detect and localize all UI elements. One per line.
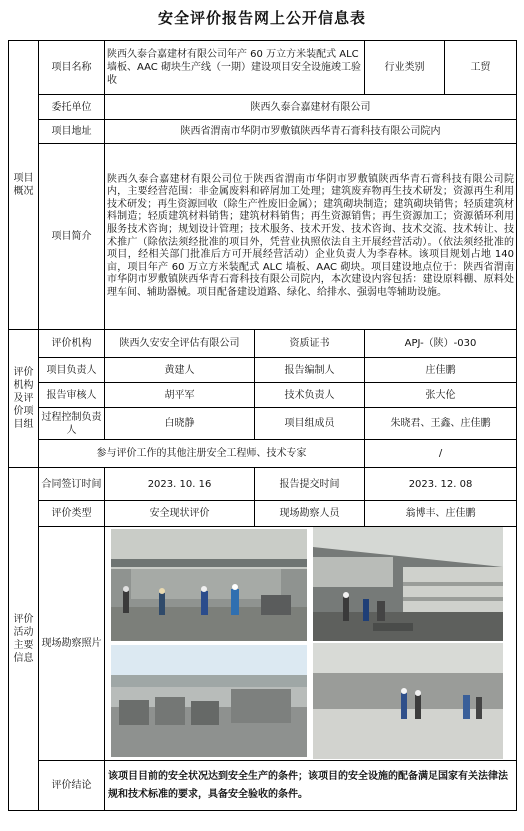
type-value: 安全现状评价 [105,501,255,527]
cert-number: APJ-（陕）-030 [404,338,477,349]
leader-label: 项目负责人 [39,358,105,383]
client-label: 委托单位 [39,95,105,120]
site-photo-4 [313,643,503,759]
photos-label: 现场勘察照片 [39,527,105,761]
site-photo-1 [111,529,307,641]
type-label: 评价类型 [39,501,105,527]
address-value: 陕西省渭南市华阴市罗敷镇陕西华青石膏科技有限公司院内 [105,120,517,144]
process-label: 过程控制负责人 [39,408,105,440]
surveyors-value: 翁博丰、庄佳鹏 [365,501,517,527]
overview-group-label: 项目概况 [9,41,39,330]
team-value: 朱晓君、王鑫、庄佳鹏 [365,408,517,440]
tech-value: 张大伦 [365,383,517,408]
author-value: 庄佳鹏 [365,358,517,383]
org-label: 评价机构 [39,330,105,358]
org-value: 陕西久安安全评估有限公司 [105,330,255,358]
project-name-label: 项目名称 [39,41,105,95]
other-experts-value: / [365,440,517,468]
reviewer-value: 胡平军 [105,383,255,408]
intro-label: 项目简介 [39,144,105,330]
org-group-label: 评价机构及评价项目组 [9,330,39,468]
industry-value: 工贸 [445,41,517,95]
submit-value: 2023. 12. 08 [365,468,517,501]
reviewer-label: 报告审核人 [39,383,105,408]
conclusion-value: 该项目目前的安全状况达到安全生产的条件；该项目的安全设施的配备满足国家有关法律法规和技术标准的要求，具备安全验收的条件。 [105,761,517,811]
project-name-value: 陕西久泰合嘉建材有限公司年产 60 万立方米装配式 ALC 墙板、AAC 砌块生产线（一期）建设项目安全设施竣工验收 [105,41,365,95]
client-value: 陕西久泰合嘉建材有限公司 [105,95,517,120]
tech-label: 技术负责人 [255,383,365,408]
site-photo-2 [313,527,503,641]
author-label: 报告编制人 [255,358,365,383]
process-value: 白晓静 [105,408,255,440]
conclusion-label: 评价结论 [39,761,105,811]
other-experts-label: 参与评价工作的其他注册安全工程师、技术专家 [39,440,365,468]
intro-value: 陕西久泰合嘉建材有限公司位于陕西省渭南市华阴市罗敷镇陕西华青石膏科技有限公司院内，主要经营范围：非金属废料和碎屑加工处理；建筑废弃物再生技术研发；资源再生利用技术研发；再生资源回收（除生产性废旧金属）；建筑砌块制造；建筑砌块销售；轻质建筑材料制造；轻质建筑材料销售；建筑材料销售；再生资源销售；再生资源加工；资源循环利用服务技术咨询；规划设计管理；技术服务、技术开发、技术咨询、技术交流、技术转让、技术推广（除依法须经批准的项目外，凭营业执照依法自主开展经营活动）。（依法须经批准的项目，经相关部门批准后方可开展经营活动）企业负责人为李春林。该项目规划占地 140 亩，项目年产 60 万立方米装配式 ALC 墙板、AAC 砌块。项目建设地点位于：陕西省渭南市华阴市罗敷镇陕西华青石膏科技有限公司院内，本次建设内容包括：建设原料棚、原料处理车间、辅助器械。项目配备建设道路、绿化、给排水、强弱电等辅助设施。 [105,144,517,330]
page-title: 安全评价报告网上公开信息表 [157,9,366,27]
cert-value [365,330,517,358]
surveyors-label: 现场勘察人员 [255,501,365,527]
team-label: 项目组成员 [255,408,365,440]
photos-grid [105,527,516,760]
info-table [8,40,517,811]
photos-cell [105,527,517,761]
submit-label: 报告提交时间 [255,468,365,501]
activities-group-label: 评价活动主要信息 [9,468,39,811]
cert-label: 资质证书 [255,330,365,358]
industry-label: 行业类别 [365,41,445,95]
leader-value: 黄建人 [105,358,255,383]
contract-value: 2023. 10. 16 [105,468,255,501]
site-photo-3 [111,645,307,757]
contract-label: 合同签订时间 [39,468,105,501]
address-label: 项目地址 [39,120,105,144]
